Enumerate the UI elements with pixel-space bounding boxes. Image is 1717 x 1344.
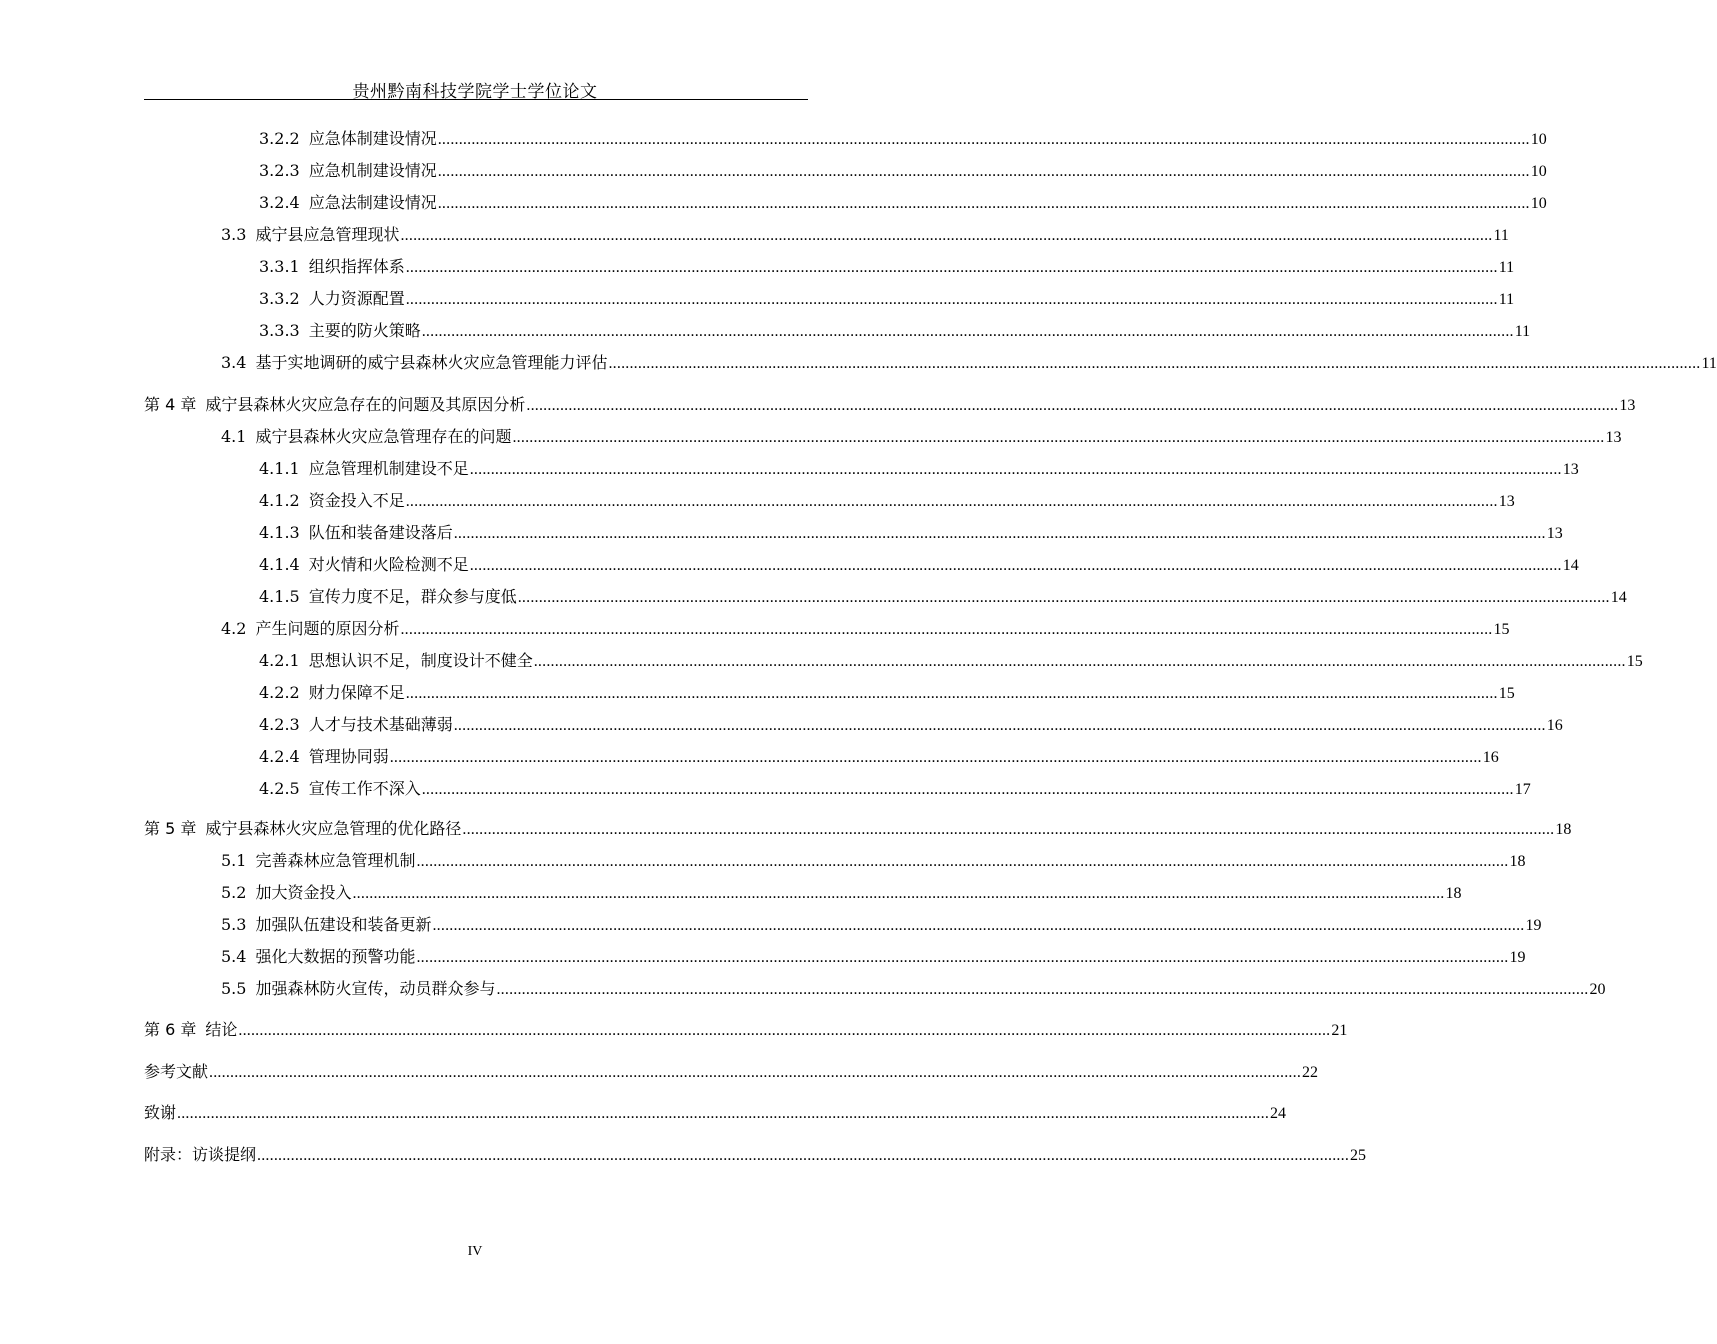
toc-leader-dots: ....................................................................................................................................................................................................................................................................: [526, 397, 1619, 414]
toc-entry-label: [221, 977, 495, 1001]
toc-leader-dots: ....................................................................................................................................................................................................................................................................: [437, 195, 1530, 212]
toc-entry-label: [221, 351, 607, 375]
toc-entry-label: [221, 913, 431, 937]
toc-entry-label: [221, 945, 415, 969]
toc-entry-label: [259, 521, 453, 545]
toc-entry[interactable]: [259, 713, 1563, 737]
toc-entry-number: 4.1.3: [259, 523, 300, 542]
toc-leader-dots: ....................................................................................................................................................................................................................................................................: [533, 653, 1626, 670]
toc-leader-dots: ....................................................................................................................................................................................................................................................................: [453, 717, 1546, 734]
toc-leader-dots: ....................................................................................................................................................................................................................................................................: [405, 259, 1498, 276]
toc-entry-number: 4.2.3: [259, 715, 300, 734]
toc-entry[interactable]: [259, 127, 1547, 151]
toc-entry-number: 3.2.2: [259, 129, 300, 148]
toc-entry-number: 第 5 章: [144, 819, 197, 838]
toc-entry-page: 10: [1530, 163, 1547, 180]
toc-leader-dots: ....................................................................................................................................................................................................................................................................: [496, 981, 1589, 998]
toc-entry-label: [144, 1143, 256, 1167]
toc-entry-page: 13: [1546, 525, 1563, 542]
toc-entry-label: [221, 881, 351, 905]
toc-entry-label: [259, 457, 469, 481]
toc-entry-number: 4.2.1: [259, 651, 300, 670]
toc-entry-number: 4.1.2: [259, 491, 300, 510]
toc-leader-dots: ....................................................................................................................................................................................................................................................................: [257, 1147, 1350, 1164]
toc-entry-label: [221, 849, 415, 873]
toc-leader-dots: ....................................................................................................................................................................................................................................................................: [405, 685, 1498, 702]
toc-entry[interactable]: [221, 425, 1622, 449]
toc-leader-dots: ....................................................................................................................................................................................................................................................................: [238, 1022, 1331, 1039]
toc-entry[interactable]: [221, 351, 1717, 375]
toc-entry-page: 10: [1530, 131, 1547, 148]
toc-entry[interactable]: [259, 521, 1563, 545]
toc-entry[interactable]: [144, 1018, 1348, 1042]
toc-entry-title: 加大资金投入: [255, 883, 352, 902]
toc-entry-title: 强化大数据的预警功能: [255, 947, 416, 966]
toc-entry-label: [144, 1018, 237, 1042]
toc-entry[interactable]: [259, 255, 1515, 279]
toc-entry[interactable]: [259, 159, 1547, 183]
toc-entry[interactable]: [259, 553, 1579, 577]
toc-entry[interactable]: [144, 1060, 1319, 1084]
toc-entry[interactable]: [144, 1143, 1367, 1167]
page-number: IV: [467, 1244, 483, 1259]
toc-entry-page: 11: [1498, 259, 1515, 276]
toc-entry-label: [259, 127, 437, 151]
toc-entry-page: 17: [1514, 781, 1531, 798]
toc-entry-number: 4.2.2: [259, 683, 300, 702]
toc-leader-dots: ....................................................................................................................................................................................................................................................................: [421, 781, 1514, 798]
toc-entry-title: 结论: [205, 1020, 238, 1039]
toc-entry-label: [144, 1101, 176, 1125]
toc-entry-page: 11: [1701, 355, 1717, 372]
toc-entry-page: 21: [1331, 1022, 1348, 1039]
toc-entry-title: 资金投入不足: [308, 491, 405, 510]
toc-entry-label: [259, 287, 405, 311]
toc-entry[interactable]: [259, 191, 1547, 215]
toc-entry[interactable]: [259, 287, 1515, 311]
toc-entry-title: 组织指挥体系: [308, 257, 405, 276]
toc-leader-dots: ....................................................................................................................................................................................................................................................................: [432, 917, 1525, 934]
toc-entry[interactable]: [221, 617, 1510, 641]
toc-entry[interactable]: [259, 489, 1515, 513]
toc-entry-number: 3.2.3: [259, 161, 300, 180]
toc-entry-title: 加强队伍建设和装备更新: [255, 915, 432, 934]
toc-entry[interactable]: [259, 457, 1579, 481]
toc-entry-number: 3.3: [221, 225, 247, 244]
toc-leader-dots: ....................................................................................................................................................................................................................................................................: [177, 1105, 1270, 1122]
toc-entry-label: [259, 777, 421, 801]
toc-entry-number: 3.4: [221, 353, 247, 372]
toc-entry-page: 11: [1498, 291, 1515, 308]
toc-leader-dots: ....................................................................................................................................................................................................................................................................: [469, 557, 1562, 574]
toc-entry[interactable]: [259, 777, 1531, 801]
toc-entry-number: 5.5: [221, 979, 247, 998]
toc-leader-dots: ....................................................................................................................................................................................................................................................................: [405, 291, 1498, 308]
toc-leader-dots: ....................................................................................................................................................................................................................................................................: [437, 163, 1530, 180]
toc-entry-number: 5.1: [221, 851, 247, 870]
toc-entry-page: 15: [1498, 685, 1515, 702]
page-header-title: 贵州黔南科技学院学士学位论文: [352, 82, 598, 102]
toc-entry-title: 产生问题的原因分析: [255, 619, 400, 638]
toc-entry[interactable]: [221, 223, 1509, 247]
toc-entry-number: 3.3.1: [259, 257, 300, 276]
toc-leader-dots: ....................................................................................................................................................................................................................................................................: [517, 589, 1610, 606]
toc-leader-dots: ....................................................................................................................................................................................................................................................................: [209, 1064, 1302, 1081]
toc-leader-dots: ....................................................................................................................................................................................................................................................................: [608, 355, 1701, 372]
toc-entry-page: 16: [1482, 749, 1499, 766]
toc-entry-number: 3.3.3: [259, 321, 300, 340]
toc-entry-label: [259, 553, 469, 577]
toc-entry-number: 4.1.5: [259, 587, 300, 606]
toc-entry-number: 4.1.4: [259, 555, 300, 574]
toc-entry[interactable]: [259, 649, 1643, 673]
toc-leader-dots: ....................................................................................................................................................................................................................................................................: [512, 429, 1605, 446]
toc-entry-page: 18: [1445, 885, 1462, 902]
toc-entry-page: 25: [1350, 1147, 1367, 1164]
toc-entry-page: 11: [1514, 323, 1531, 340]
toc-entry[interactable]: [221, 881, 1462, 905]
toc-entry-number: 3.3.2: [259, 289, 300, 308]
toc-entry-title: 应急机制建设情况: [308, 161, 437, 180]
toc-leader-dots: ....................................................................................................................................................................................................................................................................: [352, 885, 1445, 902]
toc-leader-dots: ....................................................................................................................................................................................................................................................................: [469, 461, 1562, 478]
toc-leader-dots: ....................................................................................................................................................................................................................................................................: [453, 525, 1546, 542]
toc-entry-page: 20: [1589, 981, 1606, 998]
toc-entry-label: [144, 393, 525, 417]
toc-leader-dots: ....................................................................................................................................................................................................................................................................: [416, 853, 1509, 870]
toc-entry-page: 16: [1546, 717, 1563, 734]
toc-entry-page: 22: [1302, 1064, 1319, 1081]
toc-entry-label: [259, 745, 389, 769]
toc-entry-page: 11: [1493, 227, 1509, 244]
toc-entry-number: 5.4: [221, 947, 247, 966]
toc-entry[interactable]: [221, 849, 1526, 873]
toc-leader-dots: ....................................................................................................................................................................................................................................................................: [389, 749, 1482, 766]
toc-entry-title: 宣传力度不足，群众参与度低: [308, 587, 517, 606]
toc-entry-label: [144, 1060, 208, 1084]
toc-entry[interactable]: [144, 393, 1636, 417]
toc-entry-number: 5.2: [221, 883, 247, 902]
toc-entry-title: 应急体制建设情况: [308, 129, 437, 148]
toc-entry-page: 14: [1562, 557, 1579, 574]
toc-entry-title: 参考文献: [144, 1062, 209, 1081]
toc-entry-label: [221, 425, 511, 449]
toc-entry-page: 13: [1619, 397, 1636, 414]
toc-entry-number: 3.2.4: [259, 193, 300, 212]
toc-entry-number: 4.2.5: [259, 779, 300, 798]
toc-entry-page: 10: [1530, 195, 1547, 212]
toc-entry-label: [259, 319, 421, 343]
toc-leader-dots: ....................................................................................................................................................................................................................................................................: [421, 323, 1514, 340]
toc-entry-page: 14: [1610, 589, 1627, 606]
toc-entry-number: 4.2.4: [259, 747, 300, 766]
toc-entry[interactable]: [259, 681, 1515, 705]
toc-entry-title: 基于实地调研的威宁县森林火灾应急管理能力评估: [255, 353, 608, 372]
toc-entry-title: 人才与技术基础薄弱: [308, 715, 453, 734]
toc-leader-dots: ....................................................................................................................................................................................................................................................................: [462, 821, 1555, 838]
toc-entry-label: [259, 489, 405, 513]
toc-entry-page: 13: [1605, 429, 1622, 446]
toc-entry-page: 19: [1525, 917, 1542, 934]
toc-entry-number: 4.1: [221, 427, 247, 446]
toc-entry-title: 致谢: [144, 1103, 177, 1122]
toc-entry-title: 完善森林应急管理机制: [255, 851, 416, 870]
toc-entry-title: 思想认识不足，制度设计不健全: [308, 651, 533, 670]
toc-entry-label: [221, 617, 399, 641]
toc-entry-page: 13: [1498, 493, 1515, 510]
toc-entry-title: 威宁县应急管理现状: [255, 225, 400, 244]
toc-entry-title: 威宁县森林火灾应急管理存在的问题: [255, 427, 512, 446]
toc-leader-dots: ....................................................................................................................................................................................................................................................................: [437, 131, 1530, 148]
header-rule: [144, 99, 808, 100]
toc-entry-title: 附录：访谈提纲: [144, 1145, 257, 1164]
toc-entry-title: 人力资源配置: [308, 289, 405, 308]
toc-entry-page: 18: [1555, 821, 1572, 838]
toc-entry-page: 13: [1562, 461, 1579, 478]
toc-entry-title: 威宁县森林火灾应急管理的优化路径: [205, 819, 462, 838]
toc-entry-title: 应急法制建设情况: [308, 193, 437, 212]
toc-entry-label: [259, 681, 405, 705]
toc-entry[interactable]: [144, 1101, 1287, 1125]
toc-entry-title: 应急管理机制建设不足: [308, 459, 469, 478]
toc-entry-number: 5.3: [221, 915, 247, 934]
toc-entry-label: [259, 585, 517, 609]
toc-leader-dots: ....................................................................................................................................................................................................................................................................: [400, 227, 1493, 244]
toc-entry[interactable]: [144, 817, 1572, 841]
toc-leader-dots: ....................................................................................................................................................................................................................................................................: [400, 621, 1493, 638]
toc-entry[interactable]: [221, 977, 1606, 1001]
toc-entry-page: 15: [1493, 621, 1510, 638]
toc-entry-title: 宣传工作不深入: [308, 779, 421, 798]
toc-entry-label: [144, 817, 461, 841]
toc-entry-title: 队伍和装备建设落后: [308, 523, 453, 542]
toc-entry[interactable]: [259, 745, 1499, 769]
toc-entry[interactable]: [259, 319, 1531, 343]
toc-entry-label: [259, 191, 437, 215]
toc-entry-page: 18: [1509, 853, 1526, 870]
toc-entry-page: 15: [1626, 653, 1643, 670]
toc-entry-page: 19: [1509, 949, 1526, 966]
toc-entry-title: 加强森林防火宣传，动员群众参与: [255, 979, 496, 998]
toc-entry[interactable]: [259, 585, 1627, 609]
toc-entry-page: 24: [1270, 1105, 1287, 1122]
toc-leader-dots: ....................................................................................................................................................................................................................................................................: [405, 493, 1498, 510]
toc-entry-number: 第 4 章: [144, 395, 197, 414]
toc-entry[interactable]: [221, 913, 1542, 937]
toc-entry-label: [259, 255, 405, 279]
toc-entry-title: 主要的防火策略: [308, 321, 421, 340]
toc-entry-label: [259, 649, 533, 673]
toc-leader-dots: ....................................................................................................................................................................................................................................................................: [416, 949, 1509, 966]
toc-entry-number: 第 6 章: [144, 1020, 197, 1039]
toc-entry-number: 4.2: [221, 619, 247, 638]
toc-entry-number: 4.1.1: [259, 459, 300, 478]
toc-entry-title: 对火情和火险检测不足: [308, 555, 469, 574]
toc-entry-label: [259, 713, 453, 737]
toc-entry-title: 财力保障不足: [308, 683, 405, 702]
toc-entry-label: [259, 159, 437, 183]
toc-entry-title: 威宁县森林火灾应急存在的问题及其原因分析: [205, 395, 526, 414]
toc-entry-label: [221, 223, 399, 247]
toc-entry[interactable]: [221, 945, 1526, 969]
toc-entry-title: 管理协同弱: [308, 747, 389, 766]
